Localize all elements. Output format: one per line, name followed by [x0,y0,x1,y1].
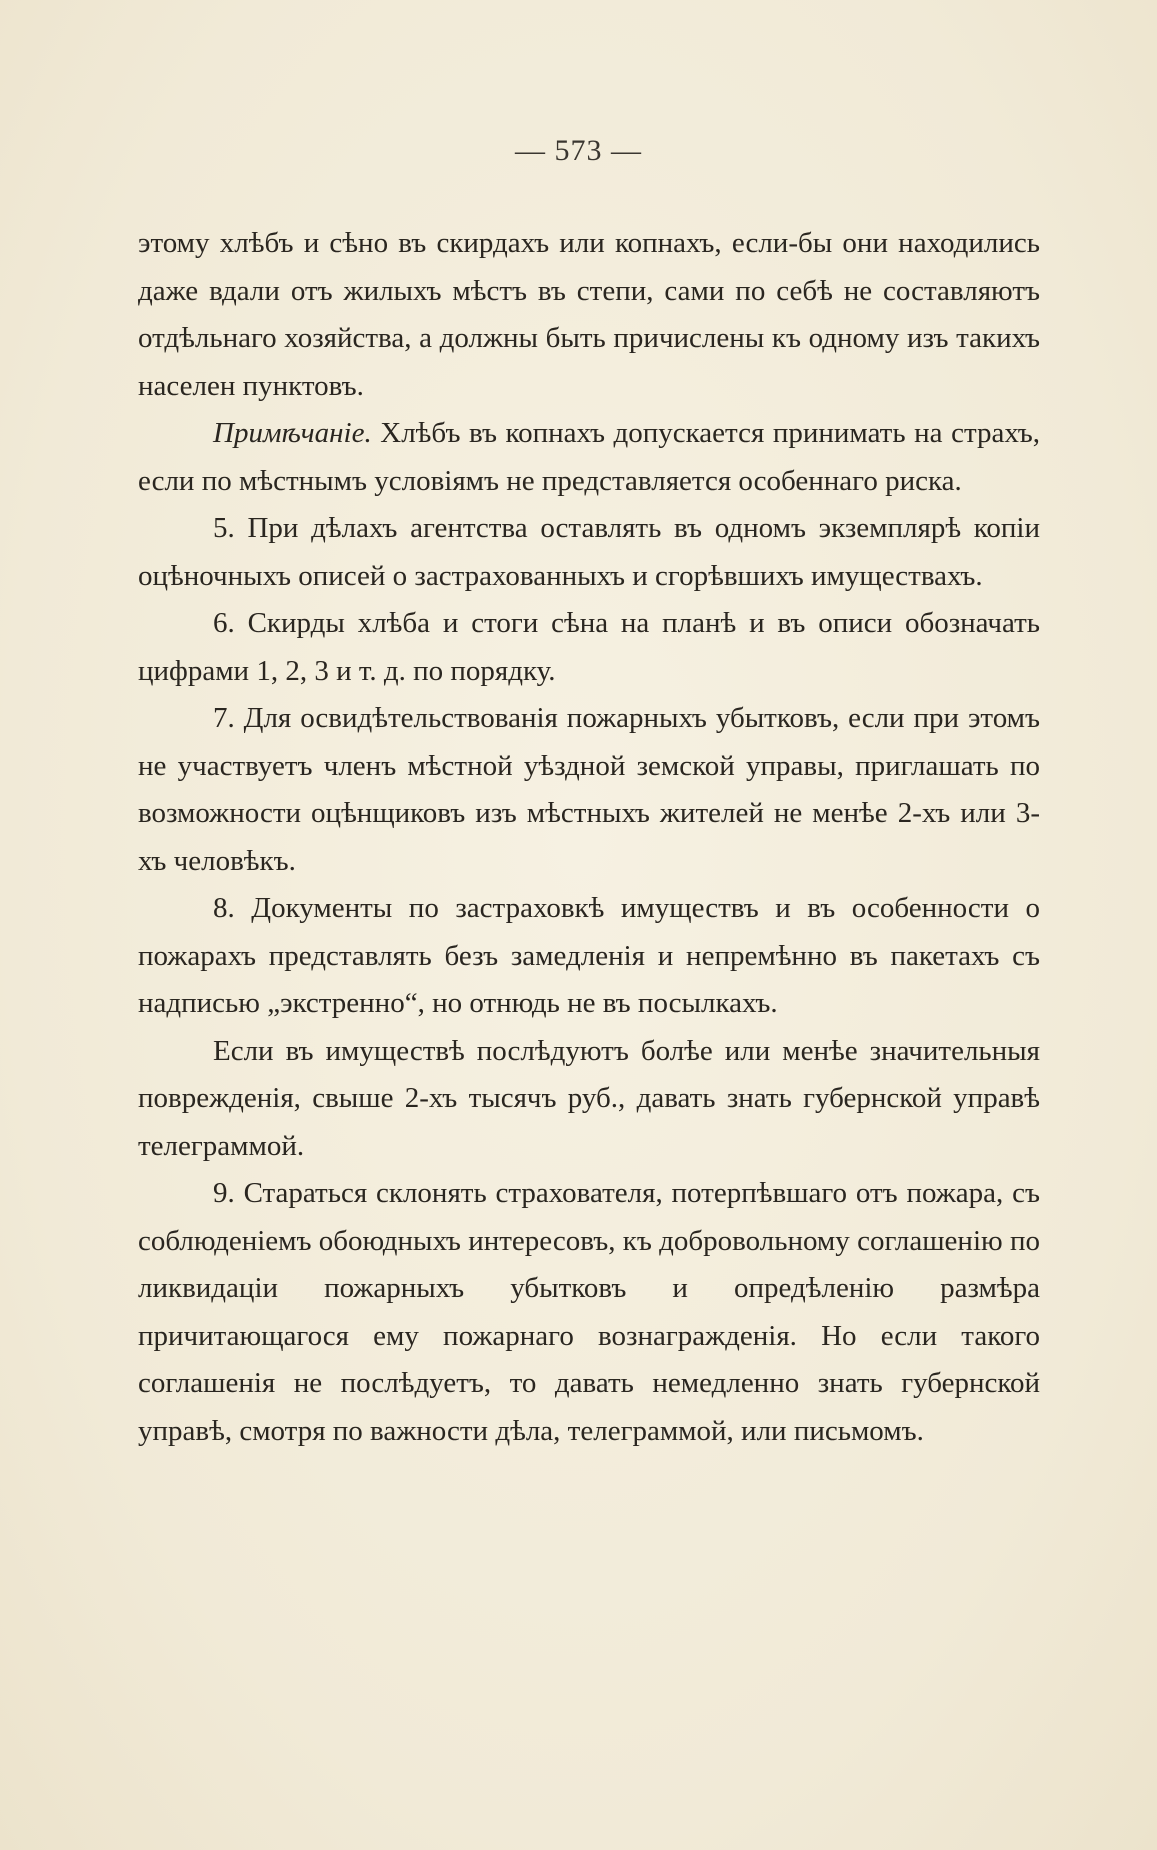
paragraph-continuation: этому хлѣбъ и сѣно въ скирдахъ или копнахъ, если-бы они находились даже вдали отъ жилыхъ мѣстъ въ степи, сами по себѣ не составляютъ отдѣльнаго хозяйства, а должны быть причислены къ одному изъ такихъ населен пунктовъ. [138,227,1040,402]
paragraph-item-8-continuation: Если въ имуществѣ послѣдуютъ болѣе или менѣе значительныя поврежденія, свыше 2-хъ тысячъ руб., давать знать губернской управѣ телеграммой. [138,1034,1040,1162]
paragraph-item-5: 5. При дѣлахъ агентства оставлять въ одномъ экземплярѣ копіи оцѣночныхъ описей о застрахованныхъ и сгорѣвшихъ имуществахъ. [138,512,1040,592]
paragraph-item-9: 9. Стараться склонять страхователя, потерпѣвшаго отъ пожара, съ соблюденіемъ обоюдныхъ интересовъ, къ добровольному соглашенію по ликвидаціи пожарныхъ убытковъ и опредѣленію размѣра причитающагося ему пожарнаго вознагражденія. Но если такого соглашенія не послѣдуетъ, то давать немедленно знать губернской управѣ, смотря по важности дѣла, телеграммой, или письмомъ. [138,1177,1040,1447]
paragraph-item-6: 6. Скирды хлѣба и стоги сѣна на планѣ и въ описи обозначать цифрами 1, 2, 3 и т. д. по порядку. [138,607,1040,687]
body-text [138,220,1040,1455]
note-label: Примѣчаніе. [213,417,372,449]
page-number: — 573 — [515,134,642,167]
paragraph-note [138,410,1040,505]
paragraph-item-8: 8. Документы по застраховкѣ имуществъ и въ особенности о пожарахъ представлять безъ замедленія и непремѣнно въ пакетахъ съ надписью „экстренно“, но отнюдь не въ посылкахъ. [138,892,1040,1019]
note-text: Хлѣбъ въ копнахъ допускается принимать на страхъ, если по мѣстнымъ условіямъ не представляется особеннаго риска. [138,417,1040,497]
paragraph-item-7: 7. Для освидѣтельствованія пожарныхъ убытковъ, если при этомъ не участвуетъ членъ мѣстной уѣздной земской управы, приглашать по возможности оцѣнщиковъ изъ мѣстныхъ жителей не менѣе 2-хъ или 3-хъ человѣкъ. [138,702,1040,877]
